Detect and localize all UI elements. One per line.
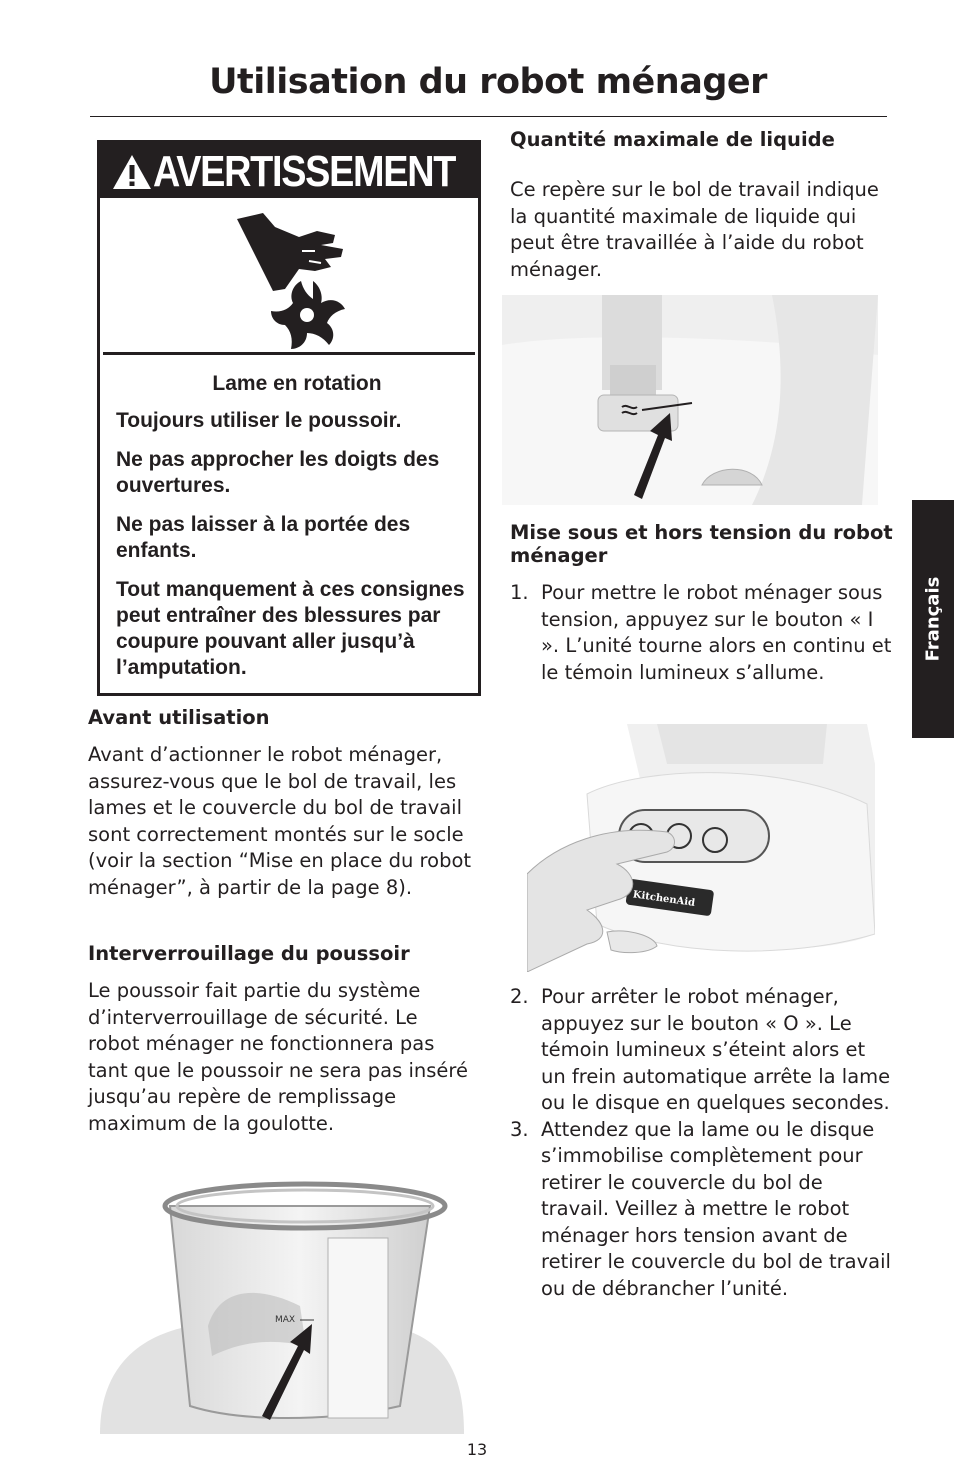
warning-line-3: Ne pas laisser à la portée des enfants. [116, 513, 411, 562]
heading-interverrouillage: Interverrouillage du poussoir [88, 942, 410, 965]
brand-logo: KitchenAid [632, 889, 696, 909]
warning-header [100, 143, 478, 198]
rotating-blade-hazard-icon [103, 199, 475, 355]
list-item [510, 1117, 895, 1303]
warning-box [97, 140, 481, 696]
language-tab-label: Français [922, 576, 944, 662]
warning-line-2: Ne pas approcher les doigts des ouvertures. [116, 448, 440, 497]
work-bowl-illustration [100, 1166, 464, 1434]
section-avant [88, 706, 473, 901]
text-interverrouillage: Le poussoir fait partie du système d’interverrouillage de sécurité. Le robot ménager ne fonctionnera pas tant que le poussoir ne sera pas inséré jusqu’au repère de remplissage maximum de la goulotte. [88, 979, 468, 1135]
section-power [510, 521, 895, 686]
heading-mise-sous-tension: Mise sous et hors tension du robot ménager [510, 521, 893, 567]
page-number: 13 [466, 1440, 488, 1459]
power-steps-list-1 [510, 580, 895, 686]
step-number: 1. [510, 581, 529, 604]
step-number: 3. [510, 1117, 529, 1141]
text-quantite-liquide: Ce repère sur le bol de travail indique la quantité maximale de liquide qui peut être travaillée à l’aide du robot ménager. [510, 178, 879, 281]
power-steps-list-2 [510, 984, 895, 1302]
max-mark-label: MAX [275, 1315, 296, 1325]
warning-triangle-icon [112, 154, 152, 190]
warning-word: AVERTISSEMENT [153, 147, 456, 196]
section-liquid [510, 128, 895, 283]
warning-text [116, 371, 478, 694]
section-power-cont [510, 984, 895, 1302]
step-text: Attendez que la lame ou le disque s’immobilise complètement pour retirer le couvercle du bol de travail. Veillez à mettre le robot ménager hors tension avant de retirer le couvercle du bol de travail ou de débrancher l’unité. [541, 1117, 891, 1300]
step-text: Pour mettre le robot ménager sous tension, appuyez sur le bouton « I ». L’unité tourne alors en continu et le témoin lumineux s’allume. [541, 581, 892, 684]
list-item [510, 580, 895, 686]
heading-avant-utilisation: Avant utilisation [88, 706, 270, 729]
language-tab [912, 500, 954, 738]
step-number: 2. [510, 985, 529, 1008]
page-title: Utilisation du robot ménager [209, 62, 767, 102]
warning-subtitle: Lame en rotation [212, 372, 382, 395]
control-panel-illustration [527, 724, 875, 972]
step-text: Pour arrêter le robot ménager, appuyez sur le bouton « O ». Le témoin lumineux s’éteint alors et un frein automatique arrête la lame ou le disque en quelques secondes. [541, 985, 891, 1114]
liquid-mark-illustration [502, 295, 878, 505]
list-item [510, 984, 895, 1117]
text-avant-utilisation: Avant d’actionner le robot ménager, assurez-vous que le bol de travail, les lames et le couvercle du bol de travail sont correctement montés sur le socle (voir la section “Mise en place du robot ménager”, à partir de la page 8). [88, 743, 472, 899]
warning-line-4: Tout manquement à ces consignes peut entraîner des blessures par coupure pouvant aller jusqu’à l’amputation. [116, 578, 465, 679]
heading-quantite-liquide: Quantité maximale de liquide [510, 128, 835, 151]
title-rule [90, 116, 887, 117]
warning-line-1: Toujours utiliser le poussoir. [116, 409, 402, 432]
section-interlock [88, 942, 473, 1137]
